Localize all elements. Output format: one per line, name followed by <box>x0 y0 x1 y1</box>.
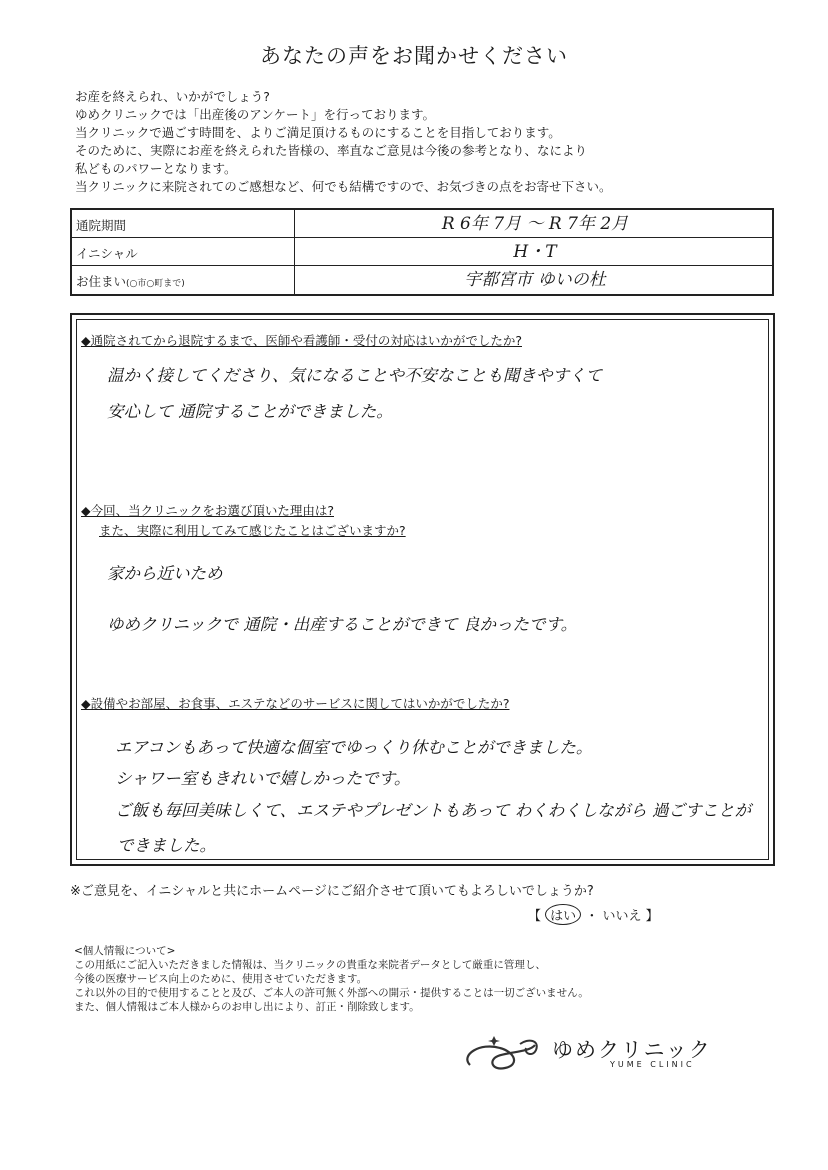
question-2: ◆今回、当クリニックをお選び頂いた理由は? <box>81 503 334 518</box>
intro-line: そのために、実際にお産を終えられた皆様の、率直なご意見は今後の参考となり、なにより <box>75 143 588 158</box>
clinic-logo <box>460 1030 760 1080</box>
page-title: あなたの声をお聞かせください <box>260 44 568 68</box>
answer-1-line-2: 安心して 通院することができました。 <box>107 402 393 421</box>
logo-swirl-icon <box>460 1030 550 1080</box>
bracket-open: 【 <box>528 909 542 924</box>
consent-question: ※ご意見を、イニシャルと共にホームページにご紹介させて頂いてもよろしいでしょうか? <box>70 884 594 899</box>
intro-line: 当クリニックに来院されてのご感想など、何でも結構ですので、お気づきの点をお寄せ下さい。 <box>75 179 612 194</box>
intro-text <box>75 88 612 196</box>
privacy-line: 今後の医療サービス向上のために、使用させていただきます。 <box>74 973 368 985</box>
period-label: 通院期間 <box>76 218 127 233</box>
initial-label: イニシャル <box>76 246 138 261</box>
privacy-notice <box>74 944 589 1014</box>
initial-value: H・T <box>513 242 557 262</box>
consent-choice <box>528 904 659 925</box>
option-separator: ・ <box>585 909 599 924</box>
info-table <box>70 208 774 296</box>
intro-line: ゆめクリニックでは「出産後のアンケート」を行っております。 <box>75 107 436 122</box>
column-divider <box>294 210 295 237</box>
intro-line: 私どものパワーとなります。 <box>75 161 237 176</box>
answer-3-line-4: できました。 <box>117 836 216 855</box>
bracket-close: 】 <box>645 909 659 924</box>
question-2-sub: また、実際に利用してみて感じたことはございますか? <box>99 523 406 538</box>
survey-inner-frame <box>76 319 769 860</box>
intro-line: 当クリニックで過ごす時間を、よりご満足頂けるものにすることを目指しております。 <box>75 125 561 140</box>
no-option[interactable]: いいえ <box>602 909 642 924</box>
answer-3-line-2: シャワー室もきれいで嬉しかったです。 <box>115 769 411 788</box>
info-row-period <box>72 210 772 238</box>
question-3: ◆設備やお部屋、お食事、エステなどのサービスに関してはいかがでしたか? <box>81 696 510 711</box>
column-divider <box>294 238 295 265</box>
logo-subtitle: YUME CLINIC <box>610 1060 695 1069</box>
privacy-line: これ以外の目的で使用することと及び、ご本人の許可無く外部への開示・提供することは一切ございません。 <box>74 987 589 999</box>
privacy-heading: <個人情報について> <box>74 945 176 957</box>
logo-name: ゆめクリニック <box>552 1038 712 1062</box>
intro-line: お産を終えられ、いかがでしょう? <box>75 89 270 104</box>
period-value: R 6年 7月 ～ R 7年 2月 <box>441 214 629 234</box>
yes-option[interactable]: はい <box>545 904 581 925</box>
address-label: お住まい <box>76 274 127 289</box>
survey-box <box>70 313 775 866</box>
answer-2-line-2: ゆめクリニックで 通院・出産することができて 良かったです。 <box>107 615 578 634</box>
privacy-line: また、個人情報はご本人様からのお申し出により、訂正・削除致します。 <box>74 1001 420 1013</box>
answer-3-line-3: ご飯も毎回美味しくて、エステやプレゼントもあって わくわくしながら 過ごすことが <box>115 801 752 820</box>
answer-3-line-1: エアコンもあって快適な個室でゆっくり休むことができました。 <box>115 738 593 757</box>
answer-2-line-1: 家から近いため <box>107 564 223 583</box>
privacy-line: この用紙にご記入いただきました情報は、当クリニックの貴重な来院者データとして厳重に管理し、 <box>74 959 546 971</box>
answer-1-line-1: 温かく接してくださり、気になることや不安なことも聞きやすくて <box>107 366 602 385</box>
info-row-initial <box>72 238 772 266</box>
column-divider <box>294 266 295 294</box>
address-value: 宇都宮市 ゆいの杜 <box>464 270 606 290</box>
question-1: ◆通院されてから退院するまで、医師や看護師・受付の対応はいかがでしたか? <box>81 333 522 348</box>
address-label-group <box>76 272 185 290</box>
info-row-address <box>72 266 772 294</box>
address-hint: (○市○町まで) <box>126 279 185 289</box>
